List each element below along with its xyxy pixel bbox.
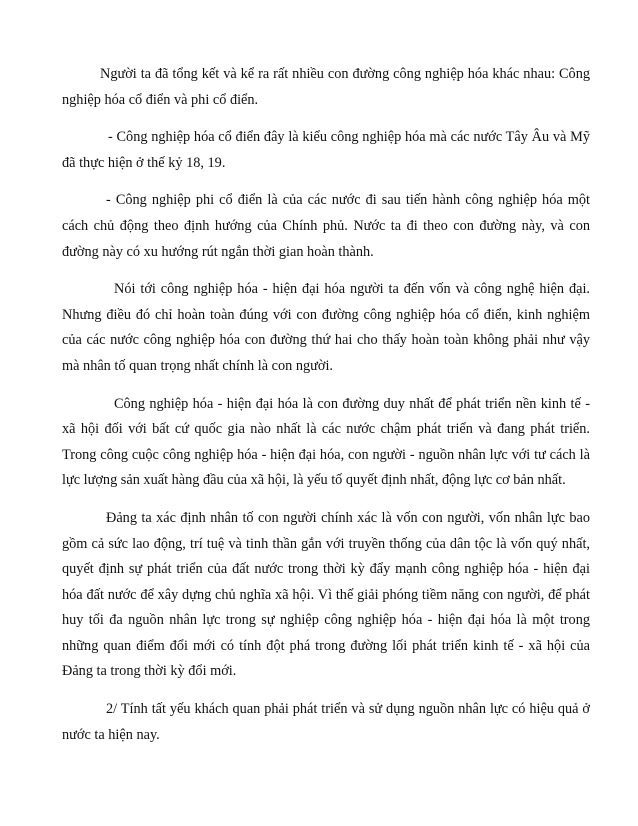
paragraph-classical-industrialization: - Công nghiệp hóa cổ điển đây là kiểu công nghiệp hóa mà các nước Tây Âu và Mỹ đã thực hiện ở thế kỷ 18, 19.: [62, 129, 590, 171]
paragraph-party-human-factor: Đảng ta xác định nhân tố con người chính xác là vốn con người, vốn nhân lực bao gồm cả sức lao động, trí tuệ và tinh thần gắn với truyền thống của dân tộc là vốn quý nhất, quyết định sự phát triển của đất nước trong thời kỳ đẩy mạnh công nghiệp hóa - hiện đại hóa đất nước để xây dựng chủ nghĩa xã hội. Vì thế giải phóng tiềm năng con người, để phát huy tối đa nguồn nhân lực trong sự nghiệp công nghiệp hóa - hiện đại hóa là một trong những quan điểm đổi mới có tính đột phá trong đường lối phát triển kinh tế - xã hội của Đảng ta trong thời kỳ đổi mới.: [62, 509, 590, 680]
section-heading-2: 2/ Tính tất yếu khách quan phải phát triển và sử dụng nguồn nhân lực có hiệu quả ở nước ta hiện nay.: [62, 701, 590, 743]
paragraph-industrialization-paths: Người ta đã tổng kết và kể ra rất nhiều con đường công nghiệp hóa khác nhau: Công nghiệp hóa cổ điển và phi cổ điển.: [62, 66, 590, 108]
paragraph-capital-and-technology: Nói tới công nghiệp hóa - hiện đại hóa người ta đến vốn và công nghệ hiện đại. Nhưng điều đó chỉ hoàn toàn đúng với con đường công nghiệp hóa cổ điển, kinh nghiệm của các nước công nghiệp hóa con đường thứ hai cho thấy hoàn toàn không phải như vậy mà nhân tố quan trọng nhất chính là con người.: [62, 281, 590, 374]
document-page: [62, 62, 590, 760]
paragraph-non-classical-industrialization: - Công nghiệp phi cổ điển là của các nước đi sau tiến hành công nghiệp hóa một cách chủ động theo định hướng của Chính phủ. Nước ta đi theo con đường này, và con đường này có xu hướng rút ngắn thời gian hoàn thành.: [62, 192, 590, 260]
paragraph-human-resources-role: Công nghiệp hóa - hiện đại hóa là con đường duy nhất để phát triển nền kinh tế - xã hội đối với bất cứ quốc gia nào nhất là các nước chậm phát triển và đang phát triển. Trong công cuộc công nghiệp hóa - hiện đại hóa, con người - nguồn nhân lực với tư cách là lực lượng sản xuất hàng đầu của xã hội, là yếu tố quyết định nhất, động lực cơ bản nhất.: [62, 395, 590, 489]
